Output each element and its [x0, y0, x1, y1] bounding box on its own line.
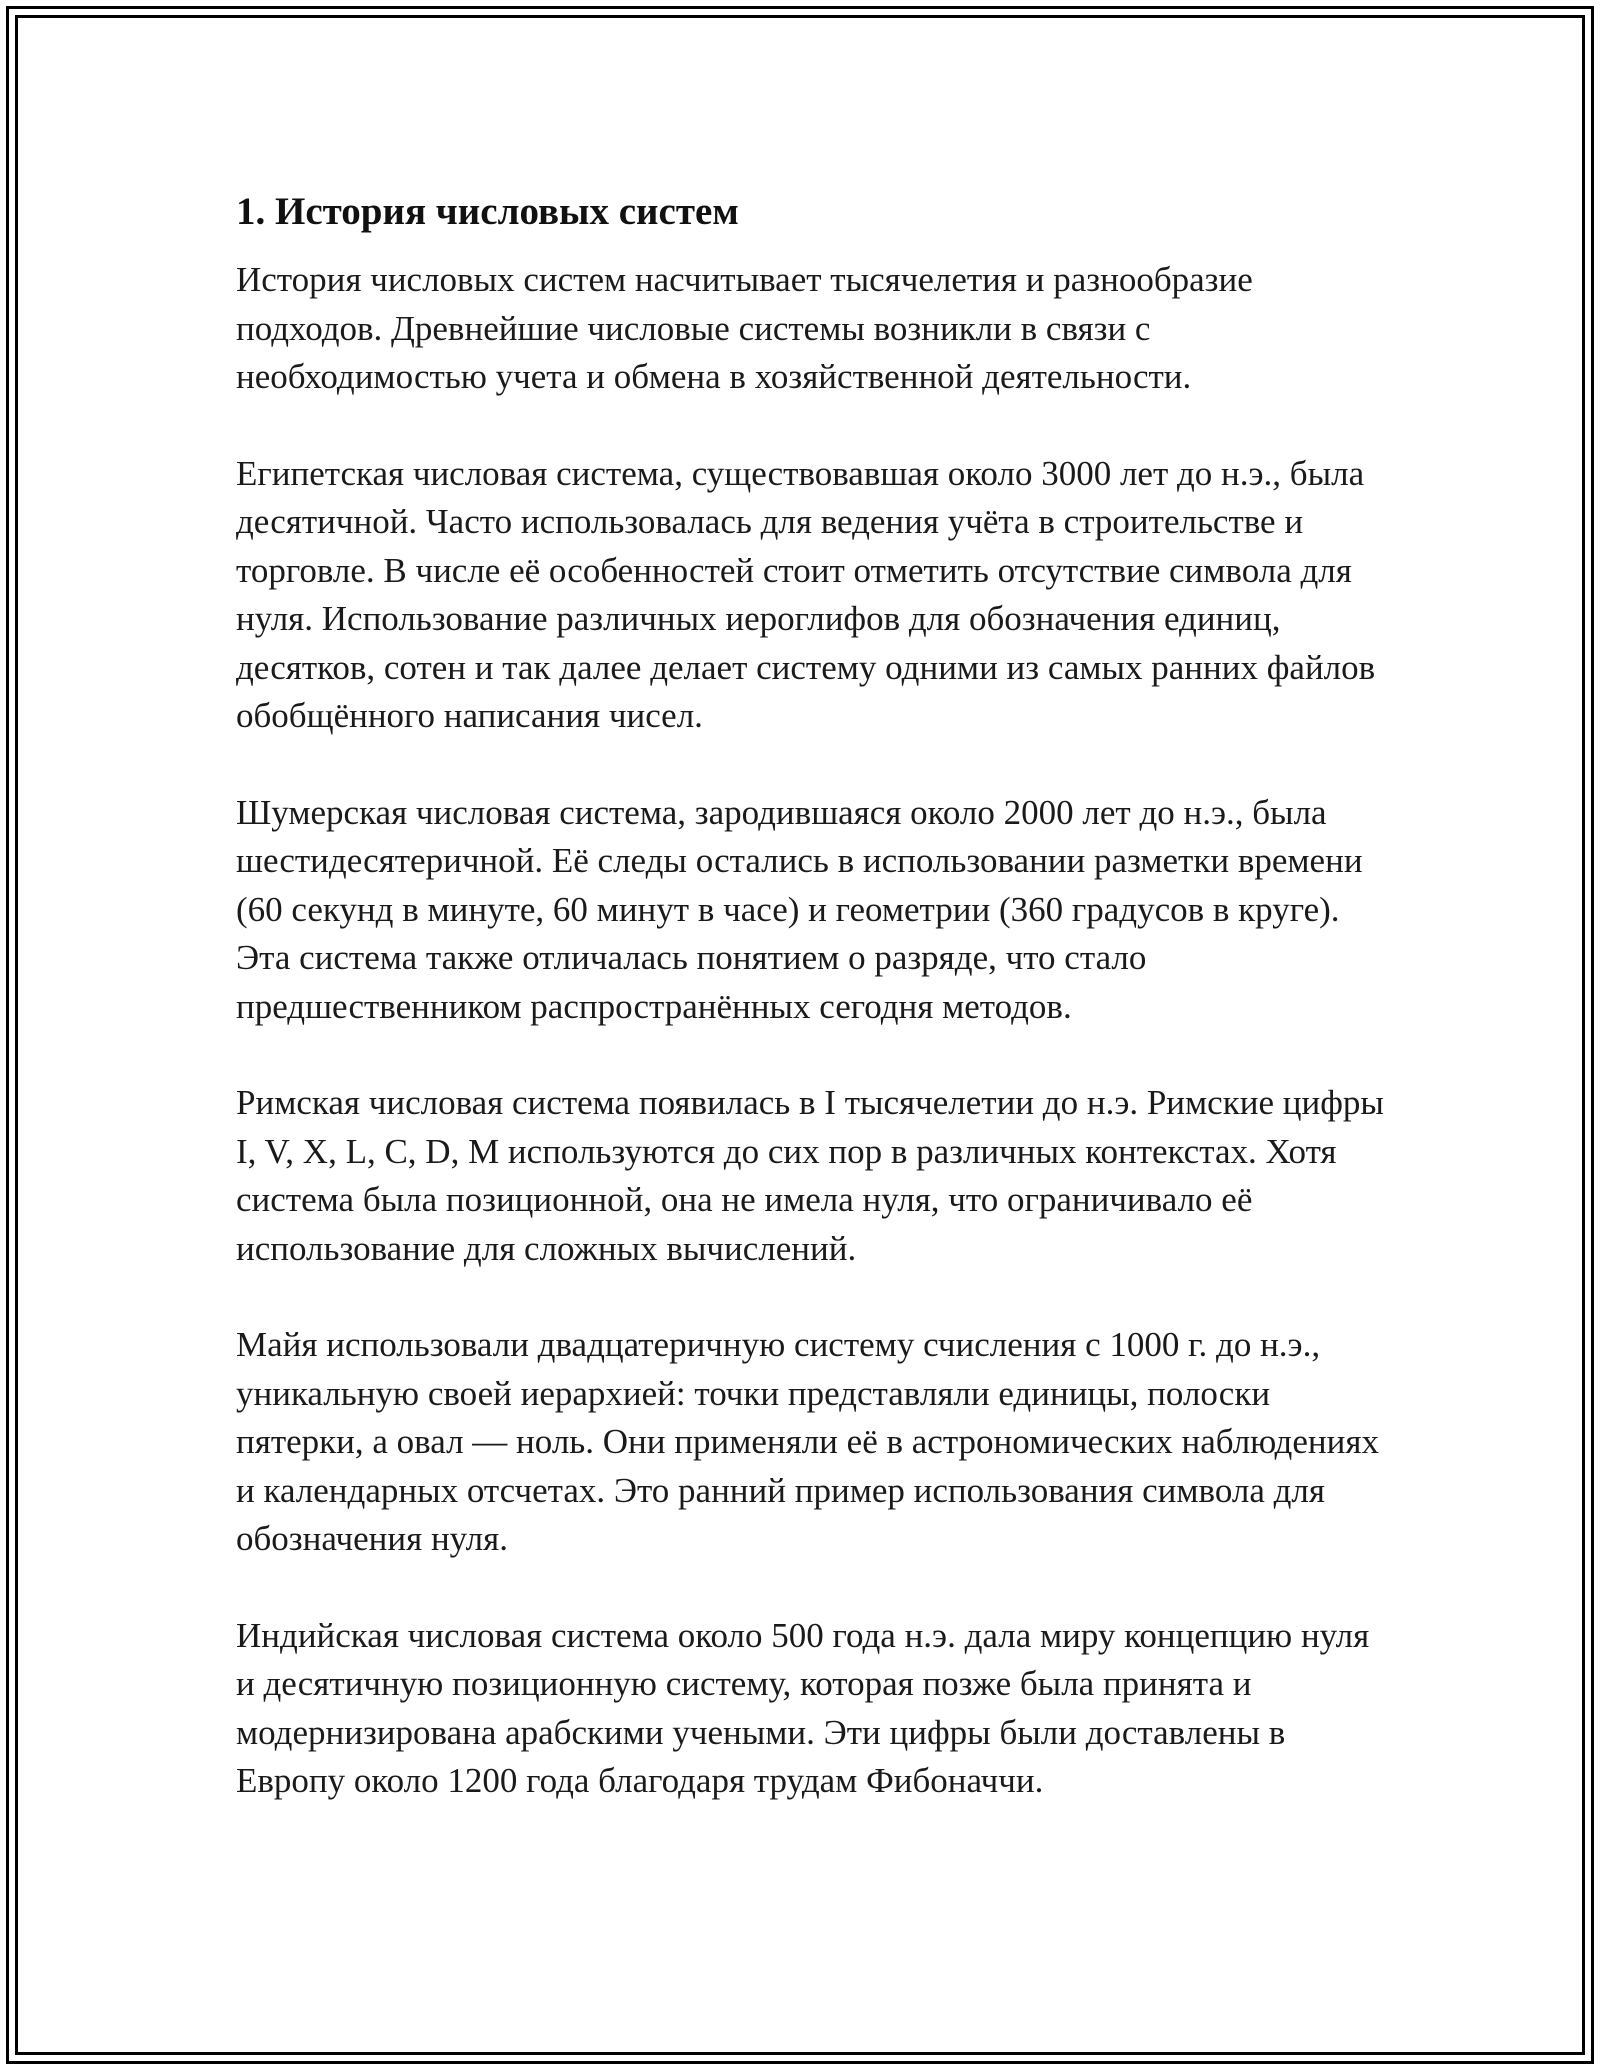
document-body [236, 186, 1396, 1854]
paragraph-roman: Римская числовая система появилась в I тысячелетии до н.э. Римские цифры I, V, X, L, C, D, M используются до сих пор в различных контекстах. Хотя система была позиционной, она не имела нуля, что ограничивало её использование для сложных вычислений. [236, 1083, 1384, 1268]
paragraph-intro: История числовых систем насчитывает тысячелетия и разнообразие подходов. Древнейшие числовые системы возникли в связи с необходимостью учета и обмена в хозяйственной деятельности. [236, 260, 1253, 396]
paragraph-maya: Майя использовали двадцатеричную систему счисления с 1000 г. до н.э., уникальную своей иерархией: точки представляли единицы, полоски пятерки, а овал — ноль. Они применяли её в астрономических наблюдениях и календарных отсчетах. Это ранний пример использования символа для обозначения нуля. [236, 1325, 1379, 1558]
page-title: 1. История числовых систем [236, 190, 739, 233]
paragraph-sumerian: Шумерская числовая система, зародившаяся около 2000 лет до н.э., была шестидесятеричной. Её следы остались в использовании разметки времени (60 секунд в минуте, 60 минут в часе) и геометрии (360 градусов в круге). Эта система также отличалась понятием о разряде, что стало предшественником распространённых сегодня методов. [236, 792, 1363, 1026]
paragraph-indian: Индийская числовая система около 500 года н.э. дала миру концепцию нуля и десятичную позиционную систему, которая позже была принята и модернизирована арабскими учеными. Эти цифры были доставлены в Европу около 1200 года благодаря трудам Фибоначчи. [236, 1615, 1370, 1800]
paragraph-egyptian: Египетская числовая система, существовавшая около 3000 лет до н.э., была десятичной. Часто использовалась для ведения учёта в строительстве и торговле. В числе её особенностей стоит отметить отсутствие символа для нуля. Использование различных иероглифов для обозначения единиц, десятков, сотен и так далее делает систему одними из самых ранних файлов обобщённого написания чисел. [236, 453, 1376, 735]
